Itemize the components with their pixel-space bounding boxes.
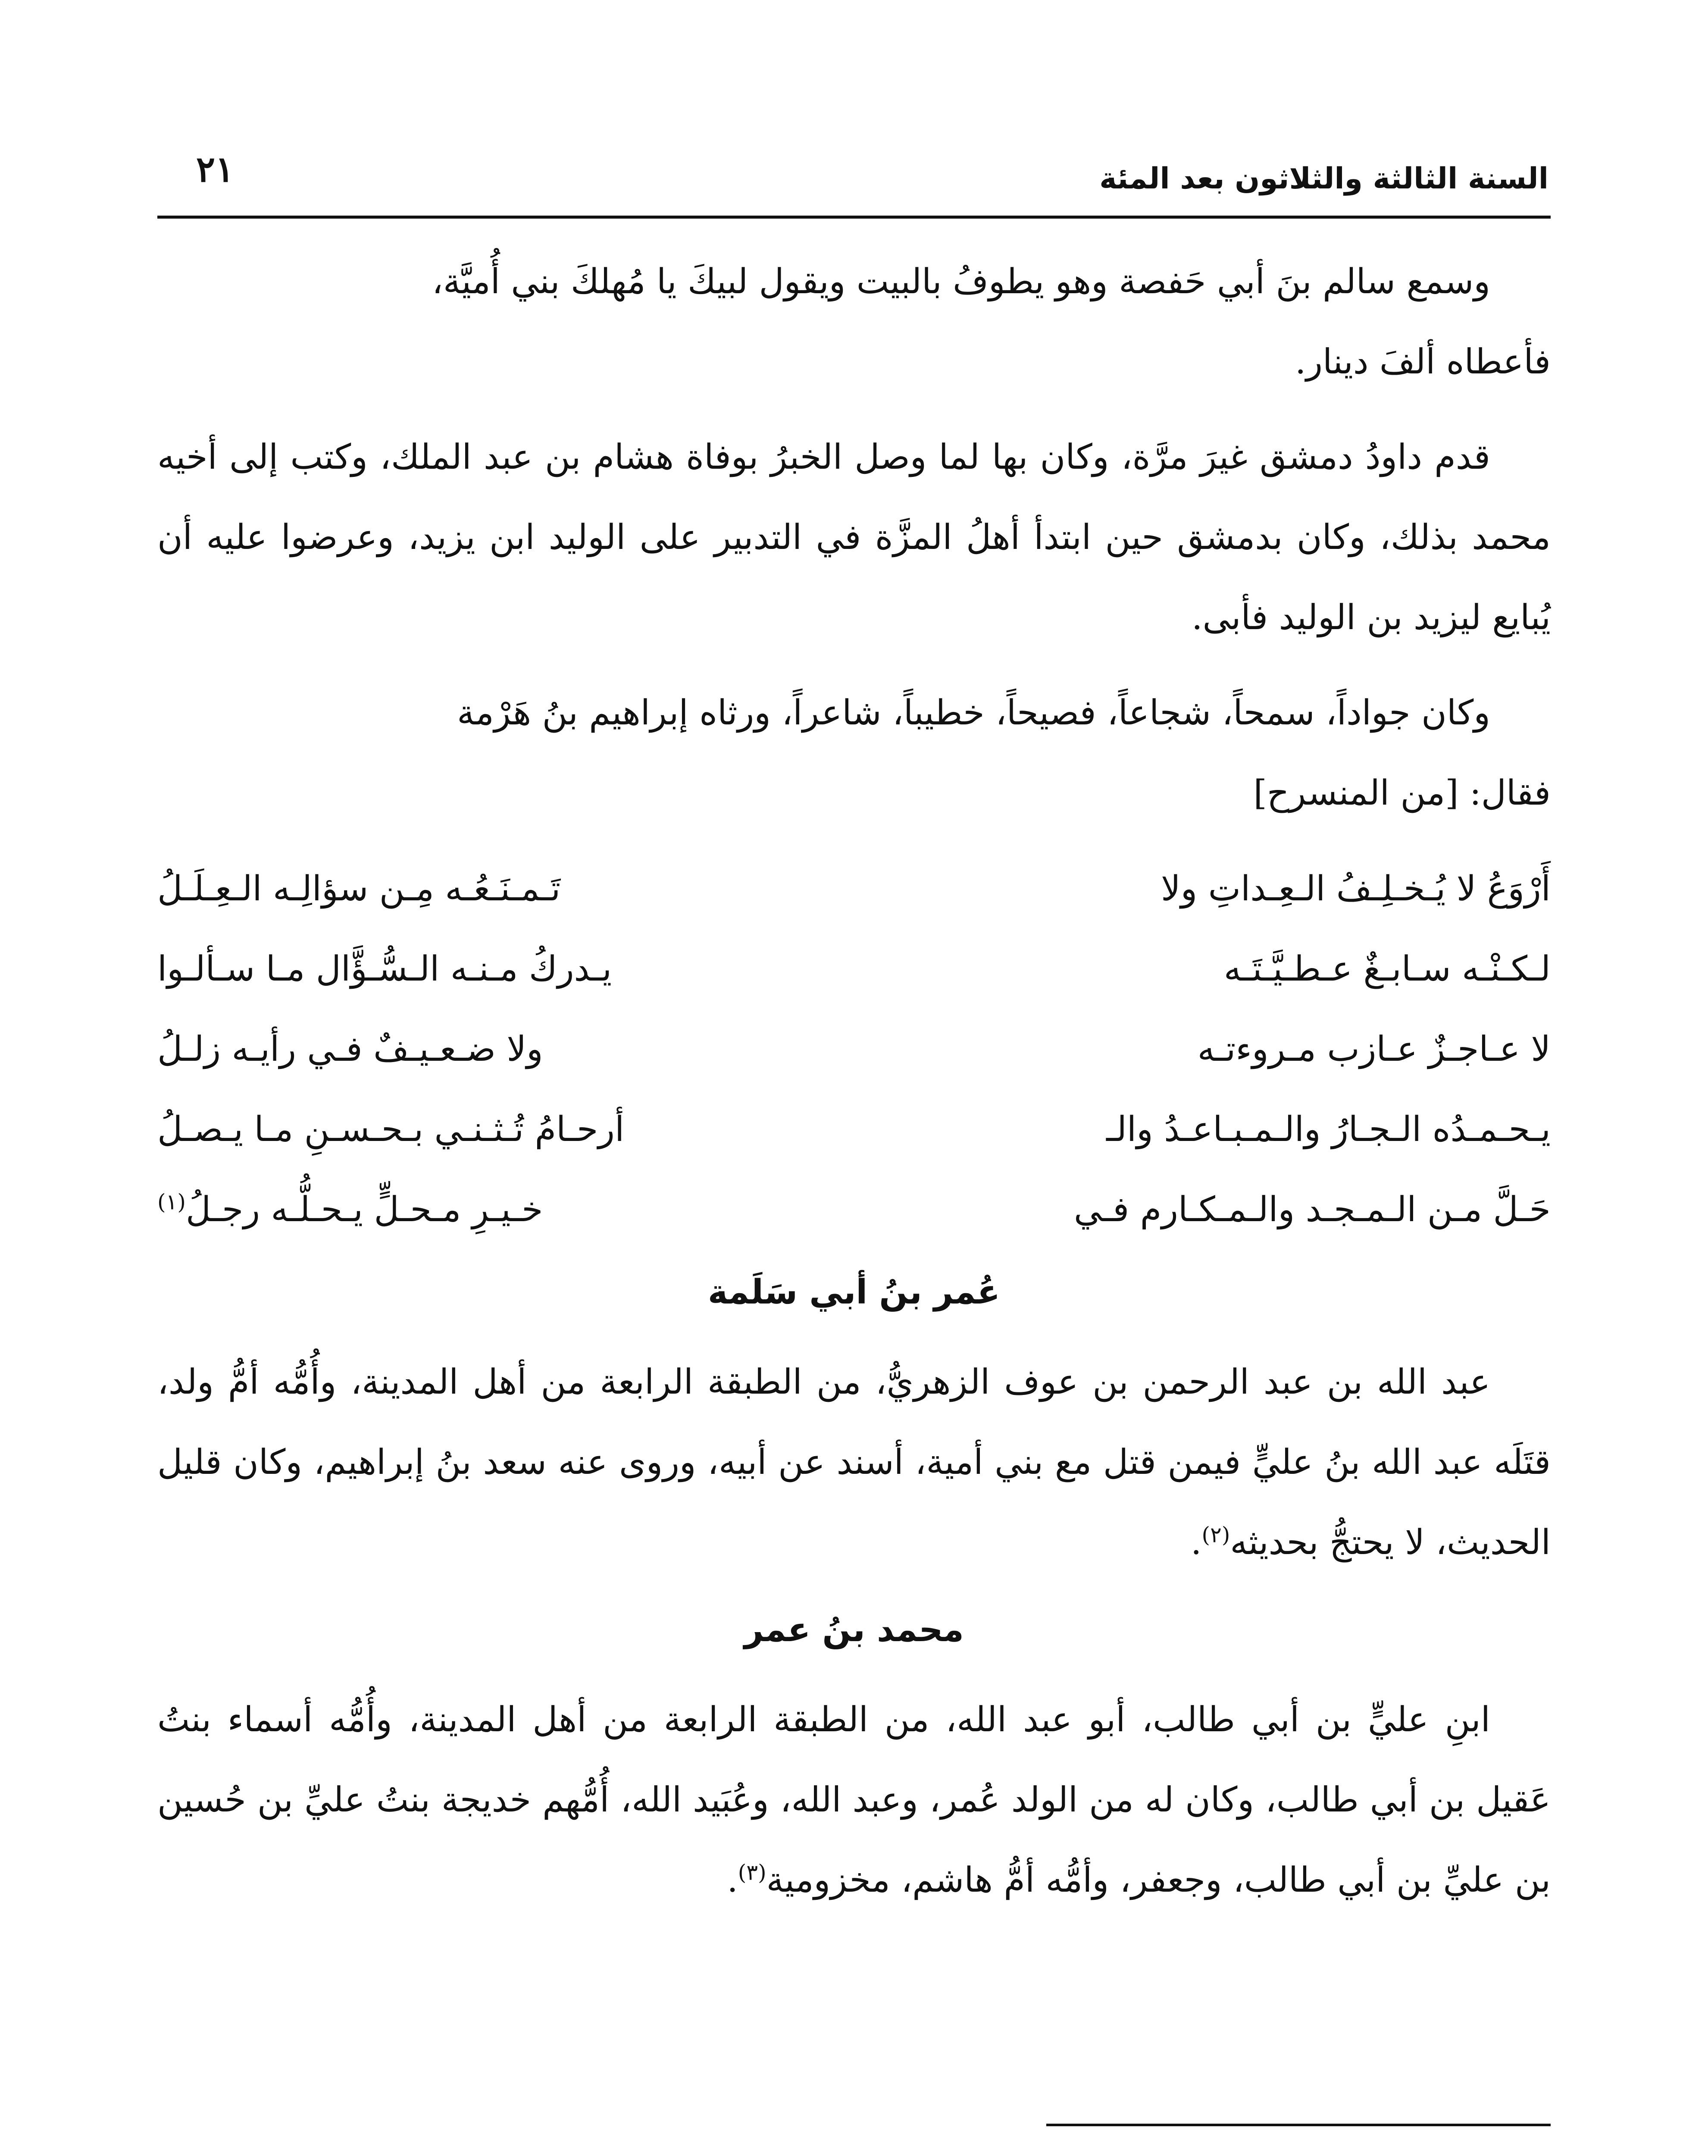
footnote-marker: (٣)	[738, 1860, 766, 1885]
footnote-marker: (١)	[157, 1189, 186, 1214]
paragraph-continuation: فقال: [من المنسرح]	[1253, 773, 1551, 813]
footnote-marker: (٢)	[1201, 1522, 1230, 1548]
poem-hemistich-first: لـكـنْـه سـابـغٌ عـطـيَّـتَـه	[1223, 948, 1551, 989]
poem-hemistich-second: يـدركُ مـنـه الـسُّـؤَّال مـا سـألـوا	[157, 948, 612, 989]
running-header: السنة الثالثة والثلاثون بعد المئة	[1099, 162, 1548, 196]
poem-hemistich-second	[157, 1169, 854, 1249]
paragraph: ابنِ عليٍّ بن أبي طالب، أبو عبد الله، من الطبقة الرابعة من أهل المدينة، وأُمُّه أسماء بنتُ عَقيل بن أبي طالب، وكان له من الولد عُمر، وعبد الله، وعُبَيد الله، أُمُّهم خديجة بنتُ عليِّ بن حُسين بن عليِّ بن أبي طالب، وجعفر، وأمُّه أمُّ هاشم، مخزومية$^{(٣)}$.	[157, 1699, 1551, 1900]
poem-hemistich-first: أَرْوَعُ لا يُـخـلِـفُ الـعِـداتِ ولا	[1161, 868, 1551, 909]
poem-hemistich-second: تَـمـنَـعُـه مِـن سؤالِـه الـعِـلَـلُ	[157, 868, 561, 909]
poem	[157, 848, 1551, 1249]
paragraph-continuation: فأعطاه ألفَ دينار.	[1295, 342, 1551, 382]
poem-line	[157, 848, 1551, 928]
poem-line	[157, 1169, 1551, 1249]
header-rule	[157, 216, 1551, 219]
section-heading: محمد بنُ عمر	[744, 1611, 964, 1649]
paragraph: وسمع سالم بنَ أبي حَفصة وهو يطوفُ بالبيت ويقول لبيكَ يا مُهلكَ بني أُميَّة،	[432, 261, 1490, 301]
paragraph-text: عبد الله بن عبد الرحمن بن عوف الزهريُّ، من الطبقة الرابعة من أهل المدينة، وأُمُّه أمُّ ولد، قتَلَه عبد الله بنُ عليٍّ فيمن قتل مع بني أمية، أسند عن أبيه، وروى عنه سعد بنُ إبراهيم، وكان قليل الحديث، لا يحتجُّ بحديثه	[157, 1362, 1551, 1562]
poem-line	[157, 1009, 1551, 1089]
paragraph: وكان جواداً، سمحاً، شجاعاً، فصيحاً، خطيباً، شاعراً، ورثاه إبراهيم بنُ هَرْمة	[457, 693, 1490, 733]
poem-line	[157, 1089, 1551, 1169]
poem-hemistich-first: يـحـمـدُه الـجـارُ والـمـبـاعـدُ والـ	[1106, 1109, 1551, 1149]
paragraph: قدم داودُ دمشق غيرَ مرَّة، وكان بها لما وصل الخبرُ بوفاة هشام بن عبد الملك، وكتب إلى أخيه محمد بذلك، وكان بدمشق حين ابتدأ أهلُ المزَّة في التدبير على الوليد ابن يزيد، وعرضوا عليه أن يُبايع ليزيد بن الوليد فأبى.	[157, 437, 1551, 637]
poem-hemistich-first: لا عـاجـزٌ عـازب مـروءتـه	[1197, 1028, 1551, 1069]
page-number: ٢١	[196, 149, 235, 190]
poem-hemistich-second: أرحـامُ تُـثـنـي بـحـسـنِ مـا يـصـلُ	[157, 1109, 625, 1149]
paragraph-text: ابنِ عليٍّ بن أبي طالب، أبو عبد الله، من الطبقة الرابعة من أهل المدينة، وأُمُّه أسماء بنتُ عَقيل بن أبي طالب، وكان له من الولد عُمر، وعبد الله، وعُبَيد الله، أُمُّهم خديجة بنتُ عليِّ بن حُسين بن عليِّ بن أبي طالب، وجعفر، وأمُّه أمُّ هاشم، مخزومية	[157, 1699, 1551, 1900]
footnote-rule	[1046, 2124, 1551, 2126]
body-text	[157, 241, 1551, 1935]
poem-hemistich-first: حَـلَّ مـن الـمـجـد والـمـكـارم فـي	[1073, 1189, 1551, 1229]
poem-line	[157, 928, 1551, 1009]
poem-hemistich-second: ولا ضـعـيـفٌ فـي رأيـه زلـلُ	[157, 1028, 543, 1069]
paragraph: عبد الله بن عبد الرحمن بن عوف الزهريُّ، من الطبقة الرابعة من أهل المدينة، وأُمُّه أمُّ ولد، قتَلَه عبد الله بنُ عليٍّ فيمن قتل مع بني أمية، أسند عن أبيه، وروى عنه سعد بنُ إبراهيم، وكان قليل الحديث، لا يحتجُّ بحديثه$^{(٢)}$.	[157, 1362, 1551, 1562]
section-heading: عُمر بنُ أبي سَلَمة	[707, 1273, 1001, 1312]
poem-hemistich-text: خـيـرِ مـحـلٍّ يـحـلُّـه رجـلُ	[185, 1189, 543, 1229]
